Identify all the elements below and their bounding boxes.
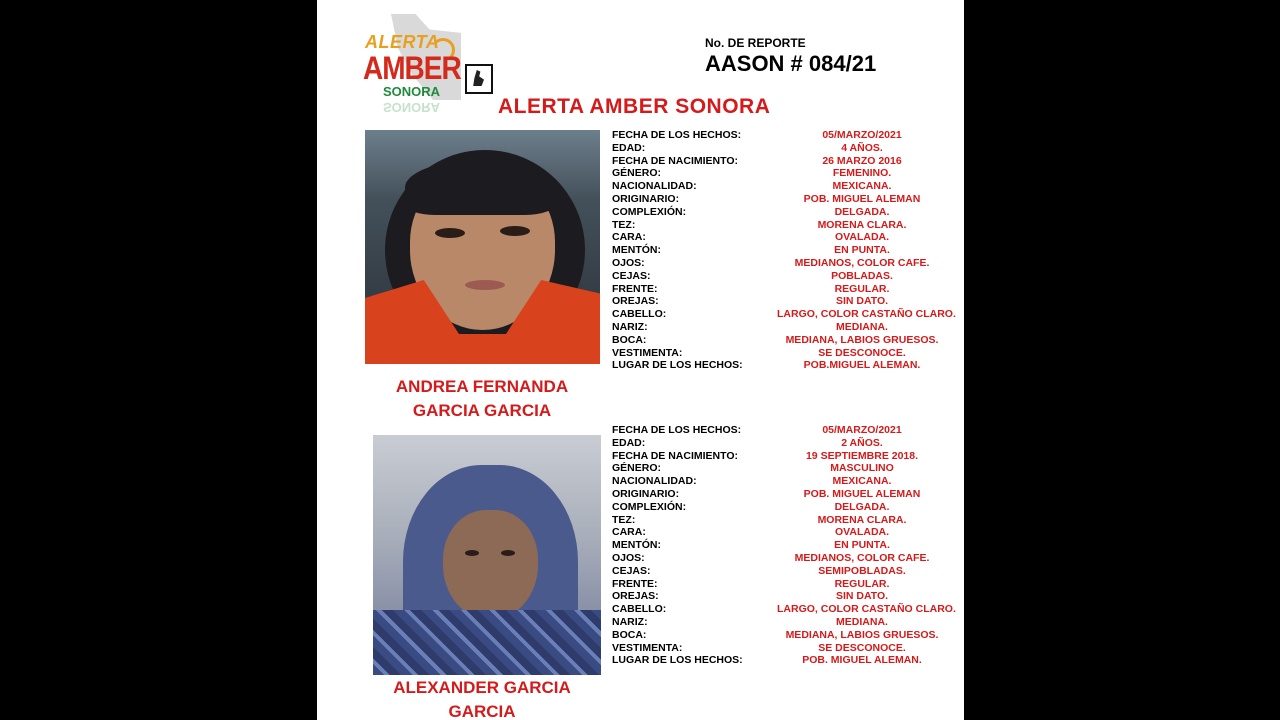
detail-row bbox=[612, 616, 962, 629]
person-name-1-line1: ANDREA FERNANDA bbox=[395, 377, 569, 396]
person-name-1-line2: GARCIA GARCIA bbox=[412, 401, 552, 420]
detail-label: BOCA: bbox=[612, 333, 647, 346]
detail-row bbox=[612, 167, 962, 180]
detail-label: FRENTE: bbox=[612, 577, 658, 590]
detail-value: SIN DATO. bbox=[835, 590, 889, 603]
detail-value: MORENA CLARA. bbox=[817, 513, 907, 526]
face-shape-2 bbox=[443, 510, 538, 620]
detail-value: MEDIANOS, COLOR CAFE. bbox=[794, 551, 930, 564]
detail-row bbox=[612, 244, 962, 257]
amber-alert-sonora-logo bbox=[361, 14, 497, 114]
detail-label: ORIGINARIO: bbox=[612, 192, 680, 205]
person-name-2 bbox=[362, 676, 602, 720]
detail-value: SIN DATO. bbox=[835, 295, 889, 308]
detail-row bbox=[612, 295, 962, 308]
detail-row bbox=[612, 155, 962, 168]
detail-label: MENTÓN: bbox=[612, 539, 661, 552]
detail-row bbox=[612, 129, 962, 142]
detail-value: LARGO, COLOR CASTAÑO CLARO. bbox=[777, 603, 956, 616]
detail-label: GÉNERO: bbox=[612, 462, 662, 475]
detail-row bbox=[612, 642, 962, 655]
detail-row bbox=[612, 488, 962, 501]
detail-label: CARA: bbox=[612, 526, 646, 539]
right-eye-shape bbox=[500, 226, 530, 236]
detail-row bbox=[612, 462, 962, 475]
detail-value: 05/MARZO/2021 bbox=[822, 424, 902, 436]
detail-row bbox=[612, 270, 962, 283]
detail-row bbox=[612, 501, 962, 514]
detail-row bbox=[612, 359, 962, 372]
detail-row bbox=[612, 603, 962, 616]
detail-row bbox=[612, 219, 962, 232]
detail-row bbox=[612, 437, 962, 450]
detail-row bbox=[612, 193, 962, 206]
logo-text-amber: AMBER bbox=[363, 50, 461, 86]
detail-row bbox=[612, 206, 962, 219]
detail-value: DELGADA. bbox=[834, 500, 890, 513]
detail-value: POB. MIGUEL ALEMAN bbox=[803, 487, 921, 500]
detail-value: POBLADAS. bbox=[831, 269, 893, 282]
detail-label: EDAD: bbox=[612, 141, 646, 154]
detail-label: NARIZ: bbox=[612, 320, 648, 333]
detail-label: NACIONALIDAD: bbox=[612, 180, 697, 193]
detail-row bbox=[612, 424, 962, 437]
detail-label: FECHA DE NACIMIENTO: bbox=[612, 154, 738, 167]
report-number-label: No. DE REPORTE bbox=[705, 36, 806, 50]
detail-value: MEDIANA, LABIOS GRUESOS. bbox=[785, 333, 939, 346]
detail-value: REGULAR. bbox=[834, 282, 890, 295]
detail-row bbox=[612, 347, 962, 360]
report-number: AASON # 084/21 bbox=[705, 51, 877, 76]
detail-value: OVALADA. bbox=[834, 526, 890, 539]
detail-row bbox=[612, 590, 962, 603]
detail-label: TEZ: bbox=[612, 218, 636, 231]
detail-row bbox=[612, 321, 962, 334]
detail-value: OVALADA. bbox=[834, 231, 890, 244]
logo-text-alerta: ALERTA bbox=[365, 32, 440, 52]
detail-label: OREJAS: bbox=[612, 295, 659, 308]
detail-value: SE DESCONOCE. bbox=[818, 346, 906, 359]
detail-value: MEXICANA. bbox=[832, 180, 892, 193]
detail-row bbox=[612, 475, 962, 488]
detail-label: BOCA: bbox=[612, 628, 647, 641]
child-silhouette-icon bbox=[465, 64, 493, 94]
detail-value: 19 SEPTIEMBRE 2018. bbox=[805, 449, 919, 462]
person-name-2-line2: GARCIA bbox=[448, 702, 516, 720]
detail-row bbox=[612, 565, 962, 578]
detail-label: NARIZ: bbox=[612, 615, 648, 628]
person-name-2-line1: ALEXANDER GARCIA bbox=[393, 678, 571, 697]
detail-row bbox=[612, 552, 962, 565]
poster-title: ALERTA AMBER SONORA bbox=[498, 95, 771, 118]
person-details-2 bbox=[612, 424, 962, 667]
detail-value: LARGO, COLOR CASTAÑO CLARO. bbox=[777, 308, 956, 321]
detail-label: CABELLO: bbox=[612, 603, 667, 616]
logo-text-reflection: SONORA bbox=[383, 100, 441, 115]
detail-value: 05/MARZO/2021 bbox=[822, 129, 902, 141]
mouth-shape bbox=[465, 280, 505, 290]
detail-value: MEDIANA. bbox=[836, 320, 888, 333]
detail-value: MEXICANA. bbox=[832, 475, 892, 488]
detail-row bbox=[612, 450, 962, 463]
detail-value: POB. MIGUEL ALEMAN bbox=[803, 192, 921, 205]
detail-label: OREJAS: bbox=[612, 590, 659, 603]
detail-label: EDAD: bbox=[612, 436, 646, 449]
detail-label: OJOS: bbox=[612, 256, 645, 269]
left-eye-shape-2 bbox=[465, 550, 479, 556]
plaid-jacket-shape bbox=[373, 610, 601, 675]
detail-row bbox=[612, 334, 962, 347]
detail-row bbox=[612, 629, 962, 642]
detail-value: MEDIANA, LABIOS GRUESOS. bbox=[785, 628, 939, 641]
photo-andrea bbox=[365, 130, 600, 364]
detail-row bbox=[612, 514, 962, 527]
detail-row bbox=[612, 526, 962, 539]
detail-row bbox=[612, 654, 962, 667]
detail-label: FECHA DE LOS HECHOS: bbox=[612, 424, 742, 436]
detail-label: LUGAR DE LOS HECHOS: bbox=[612, 654, 743, 667]
detail-row bbox=[612, 539, 962, 552]
detail-value: MORENA CLARA. bbox=[817, 218, 907, 231]
right-eye-shape-2 bbox=[501, 550, 515, 556]
detail-value: MASCULINO bbox=[830, 462, 894, 475]
detail-row bbox=[612, 180, 962, 193]
detail-label: GÉNERO: bbox=[612, 167, 662, 180]
detail-value: POB.MIGUEL ALEMAN. bbox=[803, 359, 921, 372]
detail-label: NACIONALIDAD: bbox=[612, 475, 697, 488]
alert-poster bbox=[317, 0, 964, 720]
detail-value: EN PUNTA. bbox=[834, 244, 890, 257]
detail-value: EN PUNTA. bbox=[834, 539, 890, 552]
detail-row bbox=[612, 283, 962, 296]
detail-row bbox=[612, 308, 962, 321]
detail-label: CARA: bbox=[612, 231, 646, 244]
detail-label: VESTIMENTA: bbox=[612, 641, 683, 654]
detail-label: TEZ: bbox=[612, 513, 636, 526]
detail-value: DELGADA. bbox=[834, 205, 890, 218]
photo-alexander bbox=[373, 435, 601, 675]
left-eye-shape bbox=[435, 228, 465, 238]
detail-value: SEMIPOBLADAS. bbox=[818, 564, 906, 577]
detail-label: CEJAS: bbox=[612, 269, 651, 282]
detail-label: VESTIMENTA: bbox=[612, 346, 683, 359]
bangs-shape bbox=[405, 160, 555, 215]
detail-label: LUGAR DE LOS HECHOS: bbox=[612, 359, 743, 372]
detail-value: REGULAR. bbox=[834, 577, 890, 590]
detail-value: 26 MARZO 2016 bbox=[822, 154, 902, 167]
detail-label: FECHA DE LOS HECHOS: bbox=[612, 129, 742, 141]
detail-label: COMPLEXIÓN: bbox=[612, 500, 687, 513]
detail-value: FEMENINO. bbox=[832, 167, 892, 180]
detail-label: OJOS: bbox=[612, 551, 645, 564]
detail-label: MENTÓN: bbox=[612, 244, 661, 257]
person-name-1 bbox=[362, 375, 602, 423]
detail-label: FECHA DE NACIMIENTO: bbox=[612, 449, 738, 462]
detail-label: CABELLO: bbox=[612, 308, 667, 321]
detail-value: SE DESCONOCE. bbox=[818, 641, 906, 654]
detail-value: POB. MIGUEL ALEMAN. bbox=[802, 654, 922, 667]
person-details-1 bbox=[612, 129, 962, 372]
detail-row bbox=[612, 231, 962, 244]
detail-row bbox=[612, 257, 962, 270]
detail-label: COMPLEXIÓN: bbox=[612, 205, 687, 218]
detail-label: CEJAS: bbox=[612, 564, 651, 577]
detail-value: 2 AÑOS. bbox=[841, 436, 883, 449]
detail-value: MEDIANA. bbox=[836, 615, 888, 628]
detail-row bbox=[612, 142, 962, 155]
detail-label: ORIGINARIO: bbox=[612, 487, 680, 500]
detail-label: FRENTE: bbox=[612, 282, 658, 295]
detail-value: 4 AÑOS. bbox=[841, 141, 883, 154]
detail-value: MEDIANOS, COLOR CAFE. bbox=[794, 256, 930, 269]
logo-text-sonora: SONORA bbox=[383, 84, 441, 99]
detail-row bbox=[612, 578, 962, 591]
